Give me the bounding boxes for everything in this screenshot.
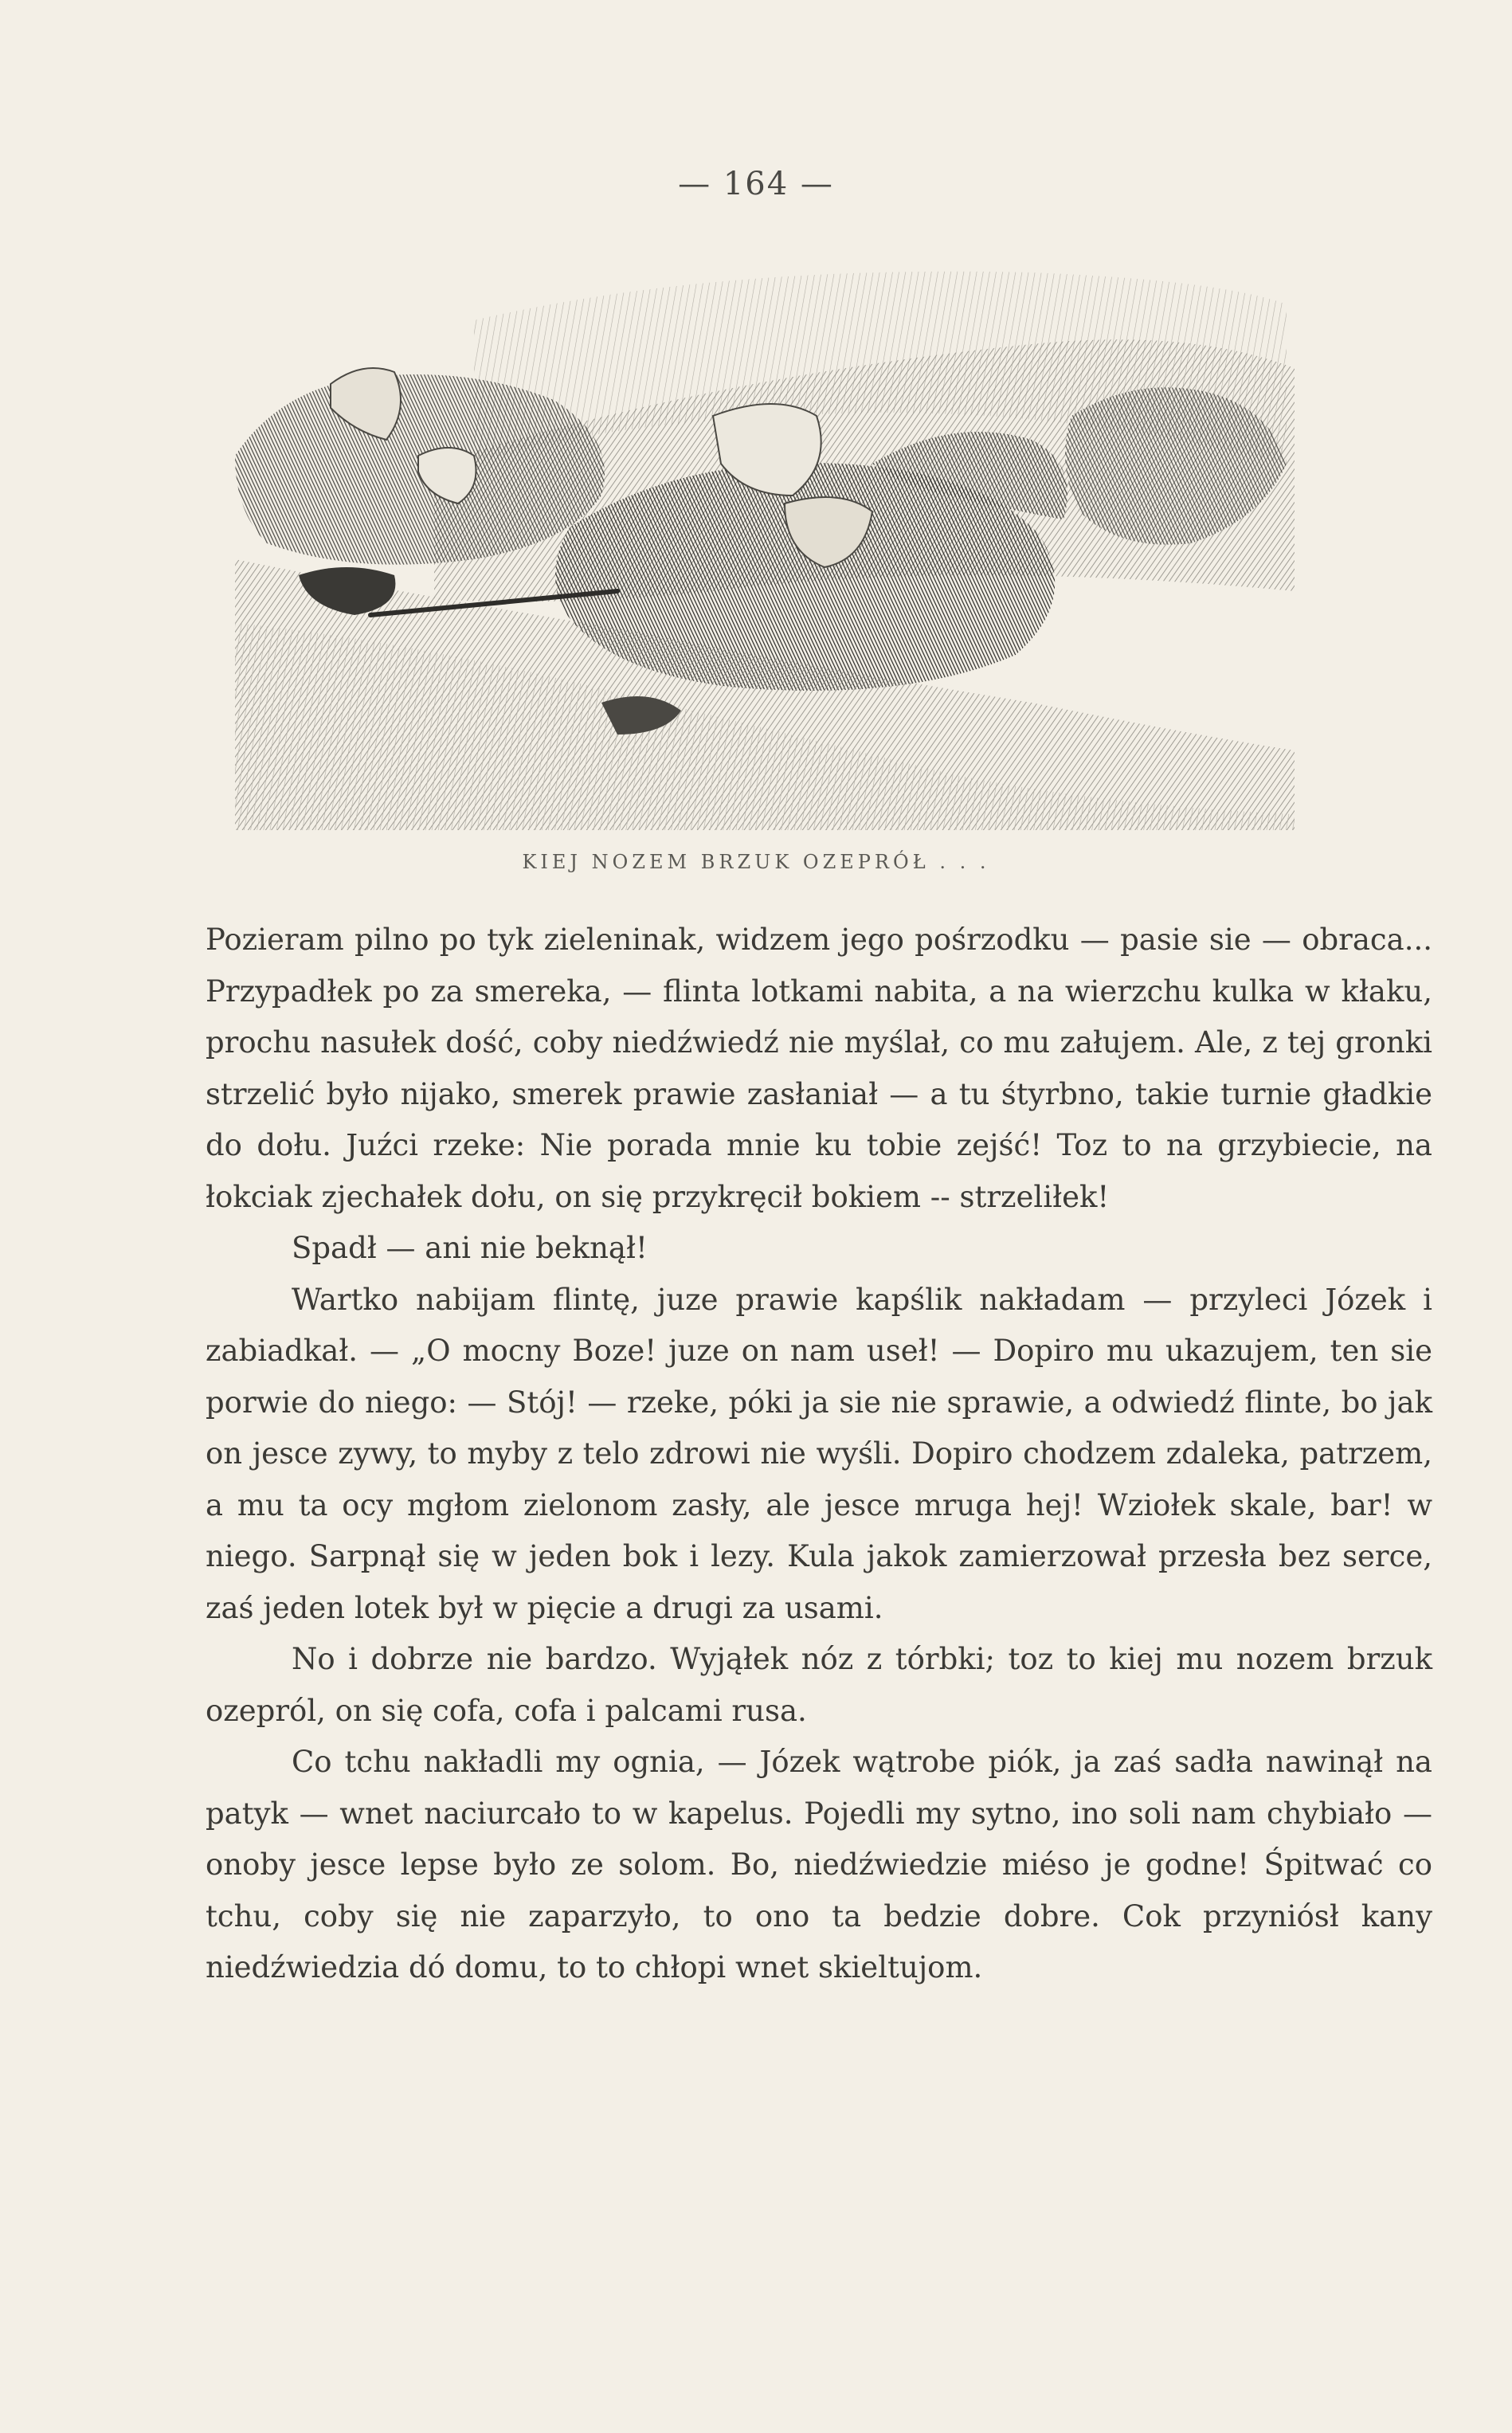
- paragraph: No i dobrze nie bardzo. Wyjąłek nóz z tórbki; toz to kiej mu nozem brzuk ozepról, on się cofa, cofa i palcami rusa.: [206, 1642, 1432, 1728]
- text-body: [206, 915, 1432, 1994]
- paragraph: Spadł — ani nie beknął!: [292, 1231, 648, 1265]
- engraving-illustration: [235, 257, 1295, 830]
- page-number: — 164 —: [678, 166, 834, 202]
- paragraph: Wartko nabijam flintę, juze prawie kapślik nakładam — przyleci Józek i zabiadkał. — „O mocny Boze! juze on nam useł! — Dopiro mu ukazujem, ten sie porwie do niego: — Stój! — rzeke, póki ja sie nie sprawie, a odwiedź flinte, bo jak on jesce zywy, to myby z telo zdrowi nie wyśli. Dopiro chodzem zdaleka, patrzem, a mu ta ocy mgłom zielonom zasły, ale jesce mruga hej! Wziołek skale, bar! w niego. Sarpnął się w jeden bok i lezy. Kula jakok zamierzował przesła bez serce, zaś jeden lotek był w pięcie a drugi za usami.: [206, 1282, 1432, 1625]
- illustration-caption: KIEJ NOZEM BRZUK OZEPRÓŁ . . .: [522, 851, 990, 873]
- paragraph: Co tchu nakładli my ognia, — Józek wątrobe piók, ja zaś sadła nawinął na patyk — wnet naciurcało to w kapelus. Pojedli my sytno, ino soli nam chybiało — onoby jesce lepse było ze solom. Bo, niedźwiedzie miéso je godne! Śpitwać co tchu, coby się nie zaparzyło, to ono ta bedzie dobre. Cok przyniósł kany niedźwiedzia dó domu, to to chłopi wnet skieltujom.: [206, 1745, 1432, 1984]
- paragraph: Pozieram pilno po tyk zieleninak, widzem jego pośrzodku — pasie sie — obraca... Przypadłek po za smereka, — flinta lotkami nabita, a na wierzchu kulka w kłaku, prochu nasułek dość, coby niedźwiedź nie myślał, co mu załujem. Ale, z tej gronki strzelić było nijako, smerek prawie zasłaniał — a tu śtyrbno, takie turnie gładkie do dołu. Juźci rzeke: Nie porada mnie ku tobie zejść! Toz to na grzybiecie, na łokciak zjechałek dołu, on się przykręcił bokiem -- strzeliłek!: [206, 923, 1432, 1214]
